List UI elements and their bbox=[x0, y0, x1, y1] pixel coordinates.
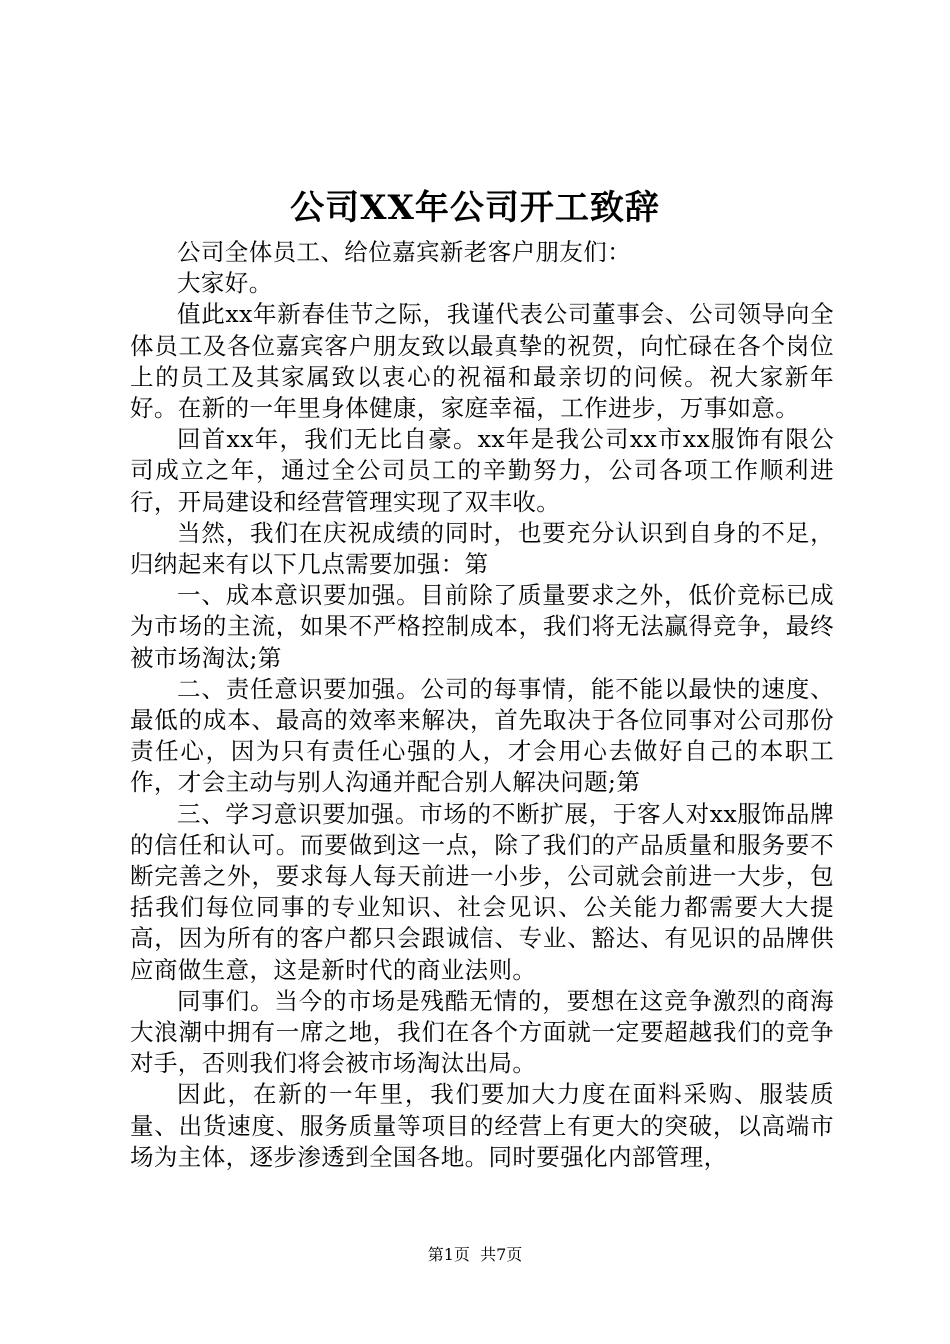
document-title: 公司XX年公司开工致辞 bbox=[290, 188, 660, 228]
paragraph-competition: 同事们。当今的市场是残酷无情的，要想在这竞争激烈的商海大浪潮中拥有一席之地，我们在各个方面就一定要超越我们的竞争对手，否则我们将会被市场淘汰出局。 bbox=[130, 986, 834, 1078]
salutation: 公司全体员工、给位嘉宾新老客户朋友们： bbox=[177, 238, 632, 266]
document-body bbox=[130, 237, 834, 1173]
page-total: 共7页 bbox=[480, 1245, 523, 1264]
paragraph-responsibility: 二、责任意识要加强。公司的每事情，能不能以最快的速度、最低的成本、最高的效率来解决，首先取决于各位同事对公司那份责任心，因为只有责任心强的人，才会用心去做好自己的本职工作，才会主动与别人沟通并配合别人解决问题;第 bbox=[130, 674, 834, 797]
paragraph-review: 回首xx年，我们无比自豪。xx年是我公司xx市xx服饰有限公司成立之年，通过全公司员工的辛勤努力，公司各项工作顺利进行，开局建设和经营管理实现了双丰收。 bbox=[130, 425, 834, 516]
footer-spacer bbox=[470, 1245, 480, 1264]
paragraph-shortcomings: 当然，我们在庆祝成绩的同时，也要充分认识到自身的不足，归纳起来有以下几点需要加强：第 bbox=[130, 518, 834, 579]
page-number: 第1页 bbox=[427, 1245, 470, 1264]
greeting: 大家好。 bbox=[177, 269, 273, 298]
paragraph-learning: 三、学习意识要加强。市场的不断扩展，于客人对xx服饰品牌的信任和认可。而要做到这一点，除了我们的产品质量和服务要不断完善之外，要求每人每天前进一小步，公司就会前进一大步，包括我们每位同事的专业知识、社会见识、公关能力都需要大大提高，因为所有的客户都只会跟诚信、专业、豁达、有见识的品牌供应商做生意，这是新时代的商业法则。 bbox=[130, 799, 834, 984]
paragraph-new-year-wishes: 值此xx年新春佳节之际，我谨代表公司董事会、公司领导向全体员工及各位嘉宾客户朋友致以最真挚的祝贺，向忙碌在各个岗位上的员工及其家属致以衷心的祝福和最亲切的问候。祝大家新年好。在新的一年里身体健康，家庭幸福，工作进步，万事如意。 bbox=[130, 300, 834, 423]
page-footer bbox=[0, 1243, 950, 1267]
paragraph-cost-awareness: 一、成本意识要加强。目前除了质量要求之外，低价竞标已成为市场的主流，如果不严格控制成本，我们将无法赢得竞争，最终被市场淘汰;第 bbox=[130, 581, 834, 672]
paragraph-new-year-plan: 因此，在新的一年里，我们要加大力度在面料采购、服装质量、出货速度、服务质量等项目的经营上有更大的突破，以高端市场为主体，逐步渗透到全国各地。同时要强化内部管理， bbox=[130, 1080, 834, 1171]
